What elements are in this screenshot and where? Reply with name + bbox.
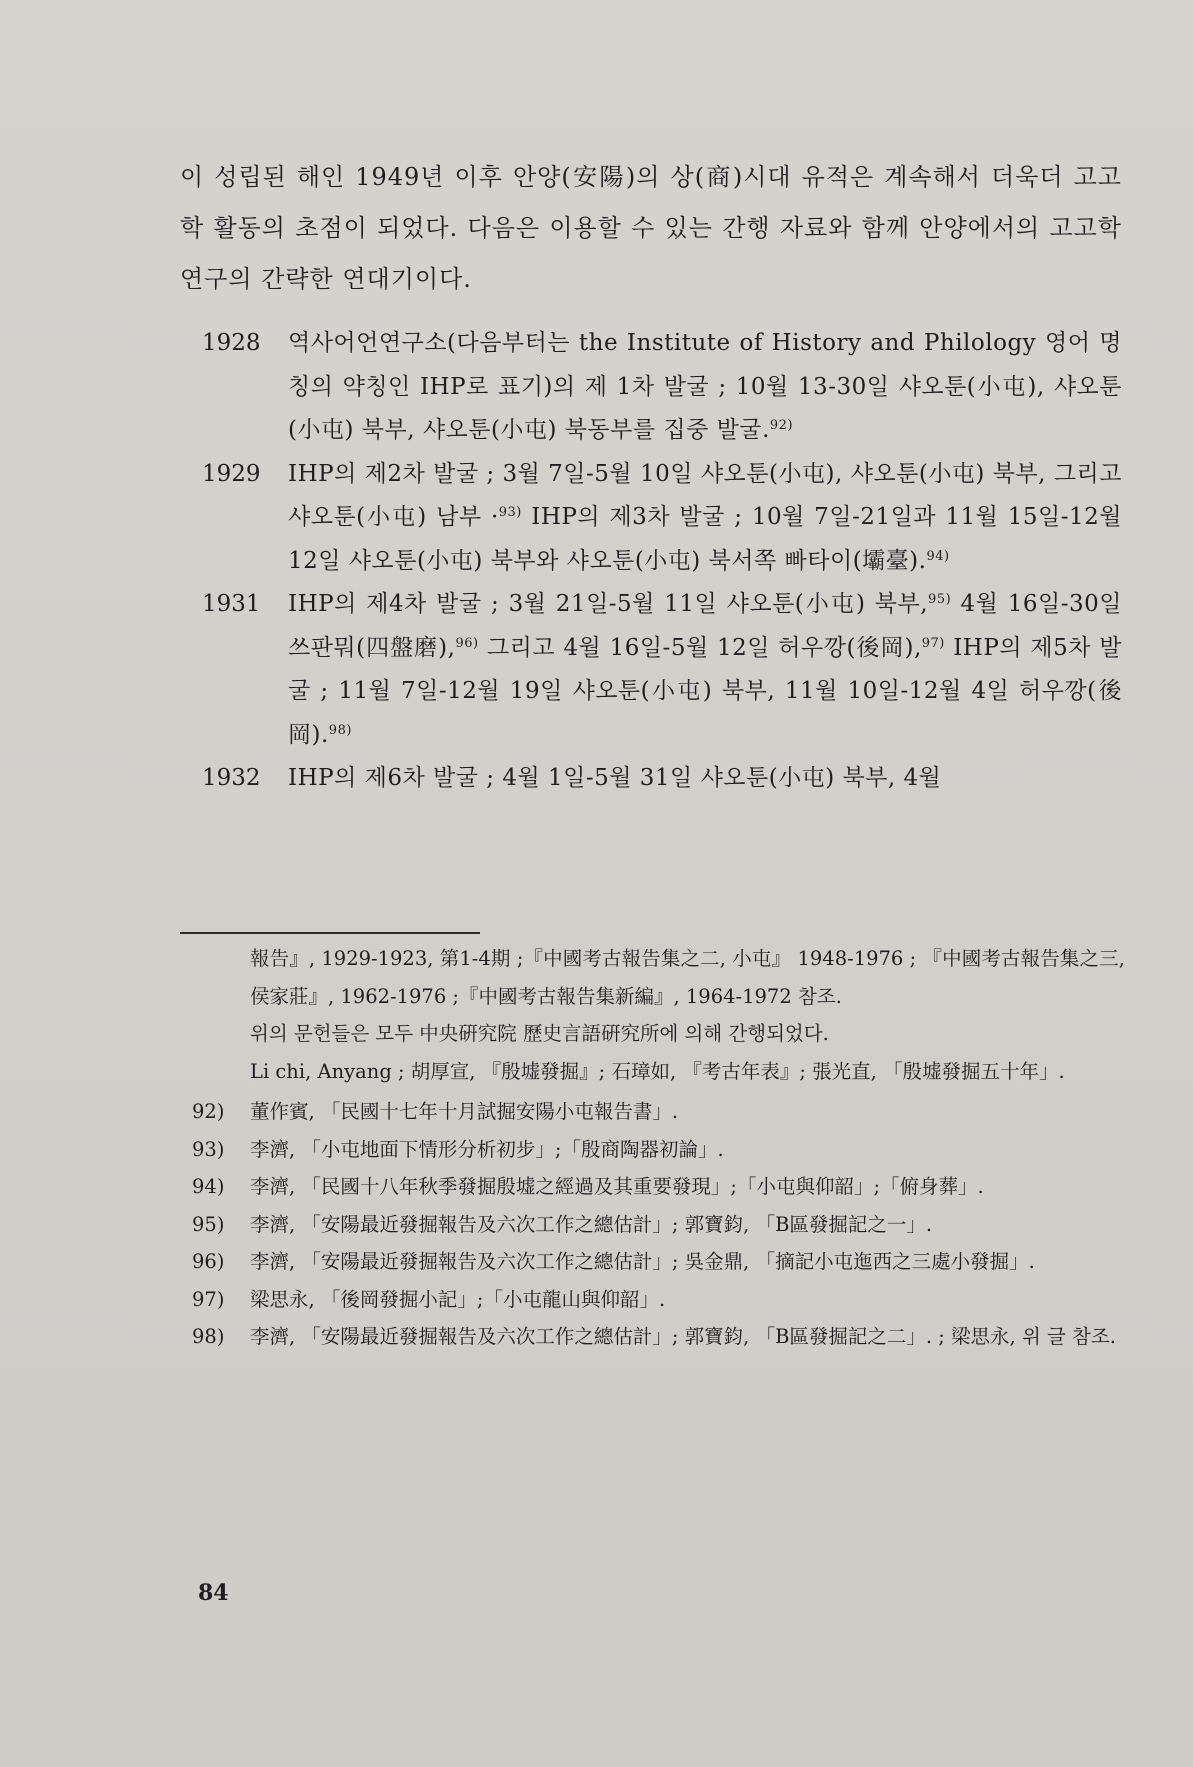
footnote-divider: [180, 932, 480, 934]
entry-text: 역사어언연구소(다음부터는 the Institute of History and Philology 영어 명칭의 약칭인 IHP로 표기)의 제 1차 발굴 ; 10월 13-30일 샤오툰(小屯), 샤오툰(小屯) 북부, 샤오툰(小屯) 북동부를 집중 발굴.$^{92)}$: [288, 330, 1122, 443]
entry-text: IHP의 제4차 발굴 ; 3월 21일-5월 11일 샤오툰(小屯) 북부,$^{95)}$ 4월 16일-30일 쓰판뭐(四盤磨),$^{96)}$ 그리고 4월 16일-5월 12일 허우깡(後岡),$^{97)}$ IHP의 제5차 발굴 ; 11월 7일-12월 19일 샤오툰(小屯) 북부, 11월 10일-12월 4일 허우깡(後岡).$^{98)}$: [288, 591, 1122, 748]
footnote-ref: 92): [769, 418, 794, 433]
footnote-ref: 95): [928, 592, 952, 607]
footnote-ref: 98): [328, 722, 352, 738]
footnote-text: 董作賓, 「民國十七年十月試掘安陽小屯報告書」.: [250, 1100, 679, 1123]
page-number: 84: [198, 1580, 229, 1606]
entry-year: 1931: [202, 591, 261, 617]
footnote-ref: 93): [498, 505, 522, 520]
footnote-number: 95): [192, 1212, 225, 1236]
chronology-list: [180, 322, 1122, 801]
footnote-text: 梁思永, 「後岡發掘小記」;「小屯龍山與仰韶」.: [250, 1287, 666, 1311]
chronology-entry-1932: [180, 757, 1122, 801]
footnote-continuation: 위의 문헌들은 모두 中央硏究院 歷史言語硏究所에 의해 간행되었다.: [250, 1022, 829, 1045]
entry-year: 1929: [202, 460, 261, 487]
footnote-95: [180, 1206, 1125, 1244]
footnote-text: 李濟, 「安陽最近發掘報告及六次工作之總估計」; 吳金鼎, 「摘記小屯迤西之三處小發掘」.: [250, 1250, 1035, 1273]
footnote-text: 李濟, 「民國十八年秋季發掘殷墟之經過及其重要發現」;「小屯與仰韶」;「俯身葬」.: [250, 1175, 984, 1198]
footnote-continuation: Li chi, Anyang ; 胡厚宣, 『殷墟發掘』; 石璋如, 『考古年表』; 張光直, 「殷墟發掘五十年」.: [250, 1059, 1065, 1083]
footnote-number: 94): [192, 1175, 225, 1198]
footnote-ref: 96): [455, 635, 479, 651]
footnote-text: 李濟, 「安陽最近發掘報告及六次工作之總估計」; 郭寶鈞, 「B區發掘記之一」.: [250, 1212, 933, 1236]
footnote-text: 李濟, 「安陽最近發掘報告及六次工作之總估計」; 郭寶鈞, 「B區發掘記之二」. ; 梁思永, 위 글 참조.: [250, 1325, 1116, 1348]
footnote-ref: 94): [926, 548, 950, 564]
footnote-93: [180, 1131, 1125, 1169]
entry-year: 1928: [202, 330, 261, 356]
footnotes: [180, 940, 1125, 1356]
footnote-continuation: 報告』, 1929-1923, 第1-4期 ;『中國考古報告集之二, 小屯』 1948-1976 ; 『中國考古報告集之三, 侯家莊』, 1962-1976 ;『中國考古報告集新編』, 1964-1972 참조.: [250, 947, 1125, 1008]
footnote-number: 98): [192, 1325, 225, 1348]
footnote-ref: 97): [921, 635, 945, 651]
footnote-number: 96): [192, 1250, 225, 1273]
footnote-number: 97): [192, 1287, 225, 1311]
footnote-92: [180, 1093, 1125, 1131]
footnote-96: [180, 1243, 1125, 1281]
entry-text: IHP의 제2차 발굴 ; 3월 7일-5월 10일 샤오툰(小屯), 샤오툰(小屯) 북부, 그리고 샤오툰(小屯) 남부 ·$^{93)}$ IHP의 제3차 발굴 ; 10월 7일-21일과 11월 15일-12월 12일 샤오툰(小屯) 북부와 샤오툰(小屯) 북서쪽 빠타이(壩臺).$^{94)}$: [288, 460, 1122, 574]
footnote-94: [180, 1168, 1125, 1206]
entry-text: IHP의 제6차 발굴 ; 4월 1일-5월 31일 샤오툰(小屯) 북부, 4월: [288, 765, 942, 791]
footnote-98: [180, 1318, 1125, 1356]
footnote-text: 李濟, 「小屯地面下情形分析初步」;「殷商陶器初論」.: [250, 1137, 724, 1161]
chronology-entry-1929: [180, 453, 1122, 584]
entry-year: 1932: [202, 765, 261, 791]
intro-paragraph: 이 성립된 해인 1949년 이후 안양(安陽)의 상(商)시대 유적은 계속해서 더욱더 고고학 활동의 초점이 되었다. 다음은 이용할 수 있는 간행 자료와 함께 안양에서의 고고학 연구의 간략한 연대기이다.: [180, 163, 1122, 293]
footnote-number: 92): [192, 1100, 225, 1123]
chronology-entry-1931: [180, 583, 1122, 757]
footnote-97: [180, 1281, 1125, 1319]
chronology-entry-1928: [180, 322, 1122, 453]
footnote-number: 93): [192, 1137, 225, 1161]
